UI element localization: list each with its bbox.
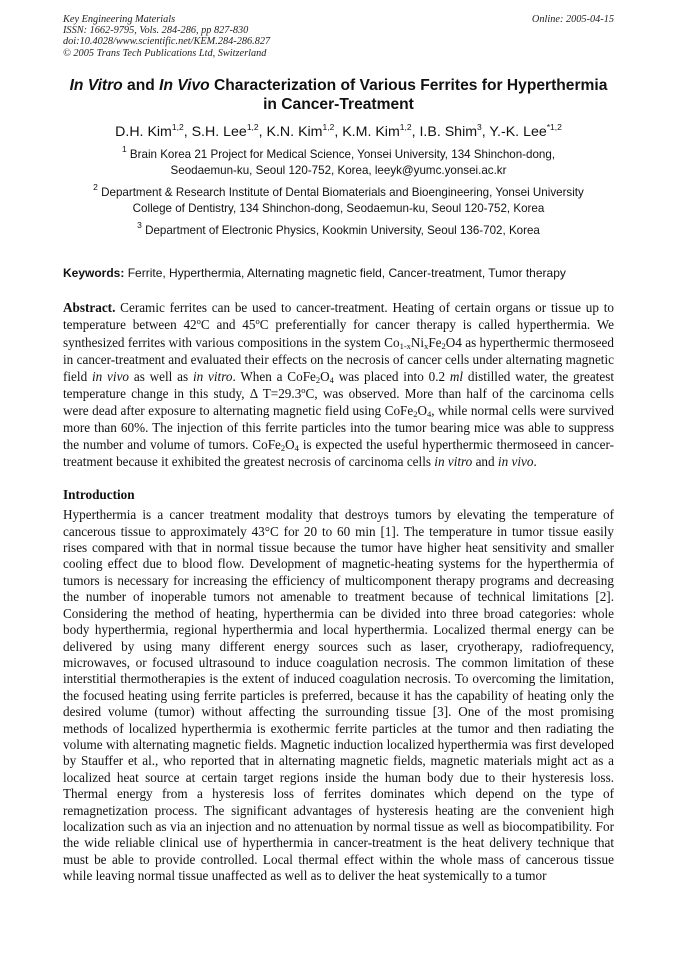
abstract-text-segment: ml [449,368,464,384]
online-date: Online: 2005-04-15 [531,14,614,25]
abstract-text-segment: . When a CoFe [232,368,316,384]
journal-name: Key Engineering Materials [63,14,176,25]
abstract-text-segment: 2 [413,408,418,419]
abstract-text-segment: 2 [280,443,286,454]
author-list: D.H. Kim$^{1,2}$, S.H. Lee$^{1,2}$, K.N. Kim$^{1,2}$, K.M. Kim$^{1,2}$, I.B. Shim$^3$, Y.-K. Lee$^{*1,2}$ [115,121,562,140]
author-affiliation-mark: 1,2 [322,121,335,132]
author-affiliation-mark: 1,2 [399,121,412,132]
affiliation-text: Department of Electronic Physics, Kookmin University, Seoul 136-702, Korea [145,223,540,237]
affiliation-1 [63,143,614,180]
doi-line: doi:10.4028/www.scientific.net/KEM.284-286.827 [63,36,271,48]
abstract-label: Abstract. [63,300,116,316]
author-name: K.M. Kim [342,123,400,140]
author-name: Y.-K. Lee [489,123,547,140]
author-name: D.H. Kim [115,123,172,140]
abstract-text-segment: in vitro [434,454,473,470]
title-rest: Characterization of Various Ferrites for Hyperthermia in Cancer-Treatment [209,76,608,113]
abstract-text-segment: 4 [427,408,432,419]
author-name: K.N. Kim [266,123,323,140]
paper-page [63,14,614,885]
abstract-text-segment: is expected the useful hyperthermic thermoseed in cancer-treatment because it exhibited the greatest necrosis of carcinoma cells [63,437,614,470]
abstract-text-segment: in vivo [91,368,130,384]
affiliation-3 [63,219,614,240]
abstract-text-segment: C preferentially for cancer therapy is called hyperthermia. We synthesized ferrites with various compositions in the system Co [63,317,614,350]
affiliation-text: Brain Korea 21 Project for Medical Science, Yonsei University, 134 Shinchon-dong, [129,147,556,161]
journal-header [63,14,614,59]
abstract-text-segment: as well as [129,368,193,384]
abstract-text-segment: in vitro [192,368,233,384]
author-name: S.H. Lee [191,123,247,140]
affiliation-number: 2 [93,181,98,192]
abstract-text-segment: o [301,384,306,395]
introduction-body: Hyperthermia is a cancer treatment modality that destroys tumors by elevating the temperature of cancerous tissue to approximately 43°C for 20 to 60 min [1]. The temperature in tumor tissue easily rises compared with that in normal tissue because the tumor have higher heat sensitivity and smaller cooling effect due to blood flow. Development of magnetic-heating systems for the hyperthermia of tumors is necessary for increasing the efficiency of multicomponent therapy programs and decreasing the number of inoperable tumors not amenable to treatment because of technical limitations [2]. Considering the method of heating, hyperthermia can be divided into three broad categories: whole body hyperthermia, regional hyperthermia and local hyperthermia. Localized thermal energy can be delivered by using many different energy sources such as laser, cryotherapy, radiofrequency, microwaves, or focused ultrasound to induce coagulation necrosis. The common limitation of these interstitial thermotherapies is the extent of induced coagulation necrosis. To overcoming the limitation, the focused heating using ferrite particles is preferred, because it has the capability of heating only the desired volume (tumor) without affecting the surrounding tissue [3]. One of the most promising methods of localized hyperthermia is exothermic ferrite particles at the tumor and then radiating the volume with alternating magnetic fields. Magnetic induction localized hyperthermia was first developed by Stauffer et al., who reported that in alternating magnetic fields, magnetic materials might act as a localized heat source at certain target regions inside the human body due to their hysteresis loss. Thermal energy from a hysteresis loss of ferrites dominates which depend on the type of remagnetization process. The significant advantages of hysteresis heating are the convenient high localization such as via an injection and no attenuation by normal tissue as well as biocompatibility. For the wide reliable clinical use of hyperthermia in cancer-treatment is the heat delivery technique that must be able to provide controlled. Local thermal effect within the whole mass of cancerous tissue while leaving normal tissue unaffected as well as to deliver the heat systemically to a tumor [63,507,614,884]
abstract-text-segment: O4 as hyperthermic thermoseed in cancer-treatment and evaluated their effects on the necrosis of cancer cells under alternating magnetic field [63,334,614,384]
abstract-text-segment: o [255,316,260,327]
abstract-text-segment: o [196,316,201,327]
abstract-text-segment: distilled water, the greatest temperature change in this study, Δ T=29.3 [63,368,615,401]
abstract-text-segment: Ni [410,334,425,350]
abstract-text-segment: C, was observed. More than half of the carcinoma cells were dead after exposure to alternating magnetic field using CoFe [63,385,614,418]
title-italic-in-vitro: In Vitro [69,76,123,94]
author-affiliation-mark: *1,2 [546,121,562,132]
abstract-text-segment: 1-x [399,340,411,351]
abstract [63,299,614,470]
abstract-text-segment: x [424,340,429,351]
author-affiliation-mark: 1,2 [246,121,259,132]
copyright-line: © 2005 Trans Tech Publications Ltd, Switzerland [63,47,267,59]
abstract-text-segment: was placed into 0.2 [333,368,450,384]
author-name: I.B. Shim [419,123,478,140]
affiliation-number: 3 [137,219,142,230]
affiliation-number: 1 [121,143,127,154]
abstract-text-segment: 4 [329,374,334,385]
author-affiliation-mark: 3 [477,121,482,132]
abstract-text-segment: O [417,402,428,418]
keywords-text: Ferrite, Hyperthermia, Alternating magnetic field, Cancer-treatment, Tumor therapy [124,266,566,281]
abstract-text-segment: O [320,368,330,384]
abstract-text-segment: 2 [315,374,321,385]
abstract-text-segment: Ceramic ferrites can be used to cancer-treatment. Heating of certain organs or tissue up to temperature between 42 [63,300,614,333]
abstract-text-segment: Fe [428,334,442,350]
abstract-text-segment: and [472,454,498,470]
abstract-text-segment: . [533,454,537,470]
section-heading-introduction: Introduction [63,487,135,503]
keywords-label: Keywords: [63,266,125,281]
affiliation-text: Department & Research Institute of Dental Biomaterials and Bioengineering, Yonsei University [101,185,584,199]
abstract-text-segment: 4 [294,443,299,454]
title-italic-in-vivo: In Vivo [159,76,210,94]
keywords [63,265,614,281]
title-and: and [122,76,160,94]
abstract-text-segment: 2 [441,340,446,351]
abstract-text-segment: in vivo [497,454,534,470]
abstract-text-segment: C and 45 [200,317,256,333]
abstract-text-segment: O [285,437,295,453]
paper-title [63,76,614,114]
affiliation-text: Seodaemun-ku, Seoul 120-752, Korea, leeyk@yumc.yonsei.ac.kr [170,164,507,178]
affiliation-text: College of Dentistry, 134 Shinchon-dong, Seodaemun-ku, Seoul 120-752, Korea [132,202,545,216]
issn-line: ISSN: 1662-9795, Vols. 284-286, pp 827-830 [63,25,249,37]
affiliation-2 [63,181,614,218]
abstract-text-segment: , while normal cells were survived more than 60%. The injection of this ferrite particles into the tumor bearing mice was able to suppress the number and volume of tumors. CoFe [63,402,615,453]
author-affiliation-mark: 1,2 [171,121,184,132]
